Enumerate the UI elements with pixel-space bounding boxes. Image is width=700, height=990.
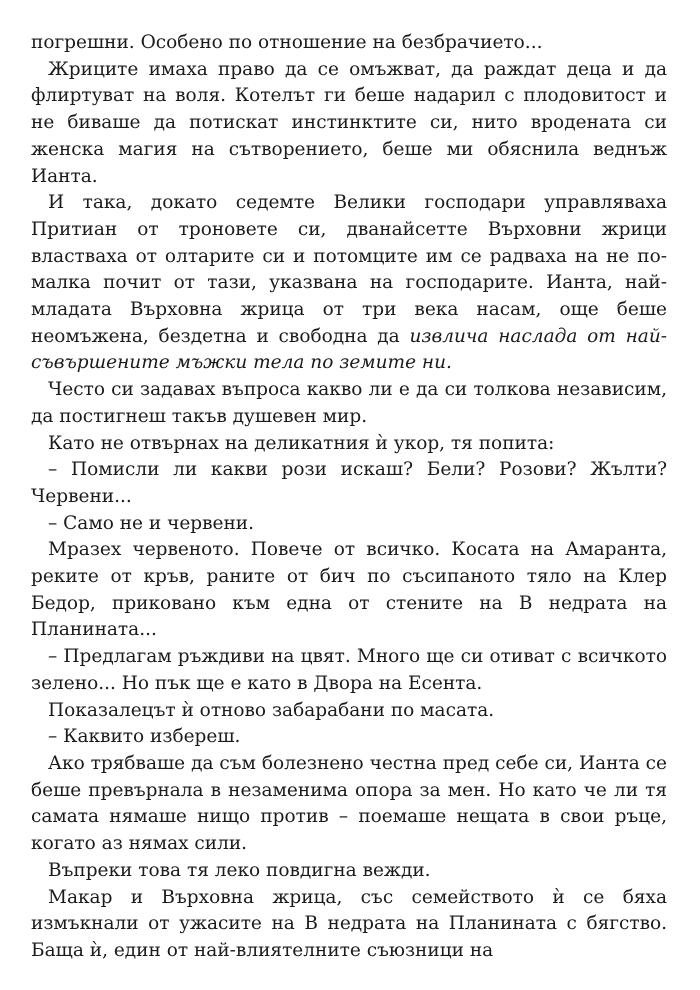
paragraph-10: Показалецът ѝ отново забарабани по масата. [48,699,495,721]
paragraph-12: Ако трябваше да съм болезнено честна пред себе си, Ианта се беше превърнала в незаменима опора за мен. Но като че ли тя самата нямаше нищо против – поемаше нещата в свои ръце, когато аз нямах сили. [31,752,667,855]
paragraph-13: Въпреки това тя леко повдигна вежди. [48,859,431,881]
dialogue-line-1: – Помисли ли какви рози искаш? Бели? Розови? Жълти? Червени... [31,459,667,507]
paragraph-2: Жриците имаха право да се омъжват, да раждат деца и да флиртуват на воля. Котелът ги беше надарил с плодовитост и не биваше да потискат инстинктите си, нито вродената си женска магия на сътворението, беше ми обяснила веднъж Ианта. [31,58,667,187]
paragraph-8: Мразех червеното. Повече от всичко. Косата на Амаранта, реките от кръв, раните от бич по съсипаното тяло на Клер Бедор, приковано към една от стените на В недрата на Планината... [31,539,667,641]
paragraph-4: Често си задавах въпроса какво ли е да си толкова независим, да постигнеш такъв душевен мир. [31,379,667,427]
paragraph-5: Като не отвърнах на деликатния ѝ укор, тя попита: [48,432,555,454]
dialogue-line-3: – Предлагам ръждиви на цвят. Много ще си отиват с всичкото зелено... Но пък ще е като в Двора на Есента. [31,646,667,694]
paragraph-3 [31,190,667,377]
paragraph-3-italic: извлича наслада от най-съвършените мъжки тела по земите ни. [31,325,667,374]
paragraph-3-text: И така, докато седемте Велики господари управляваха Притиан от троновете си, дванайсетте Върховни жрици властваха от олтарите си и потомците им се радваха на не по-малка почит от тази, указвана на господарите. Ианта, най-младата Върховна жрица от три века насам, още беше неомъжена, бездетна и свободна да [31,192,667,347]
paragraph-1: погрешни. Особено по отношение на безбрачието... [31,32,543,53]
dialogue-line-4: – Каквито избереш. [48,726,241,748]
dialogue-line-2: – Само не и червени. [48,512,255,534]
paragraph-14: Макар и Върховна жрица, със семейството ѝ се бяха измъкнали от ужасите на В недрата на Планината с бягство. Баща ѝ, един от най-влиятелните съюзници на [31,886,667,961]
